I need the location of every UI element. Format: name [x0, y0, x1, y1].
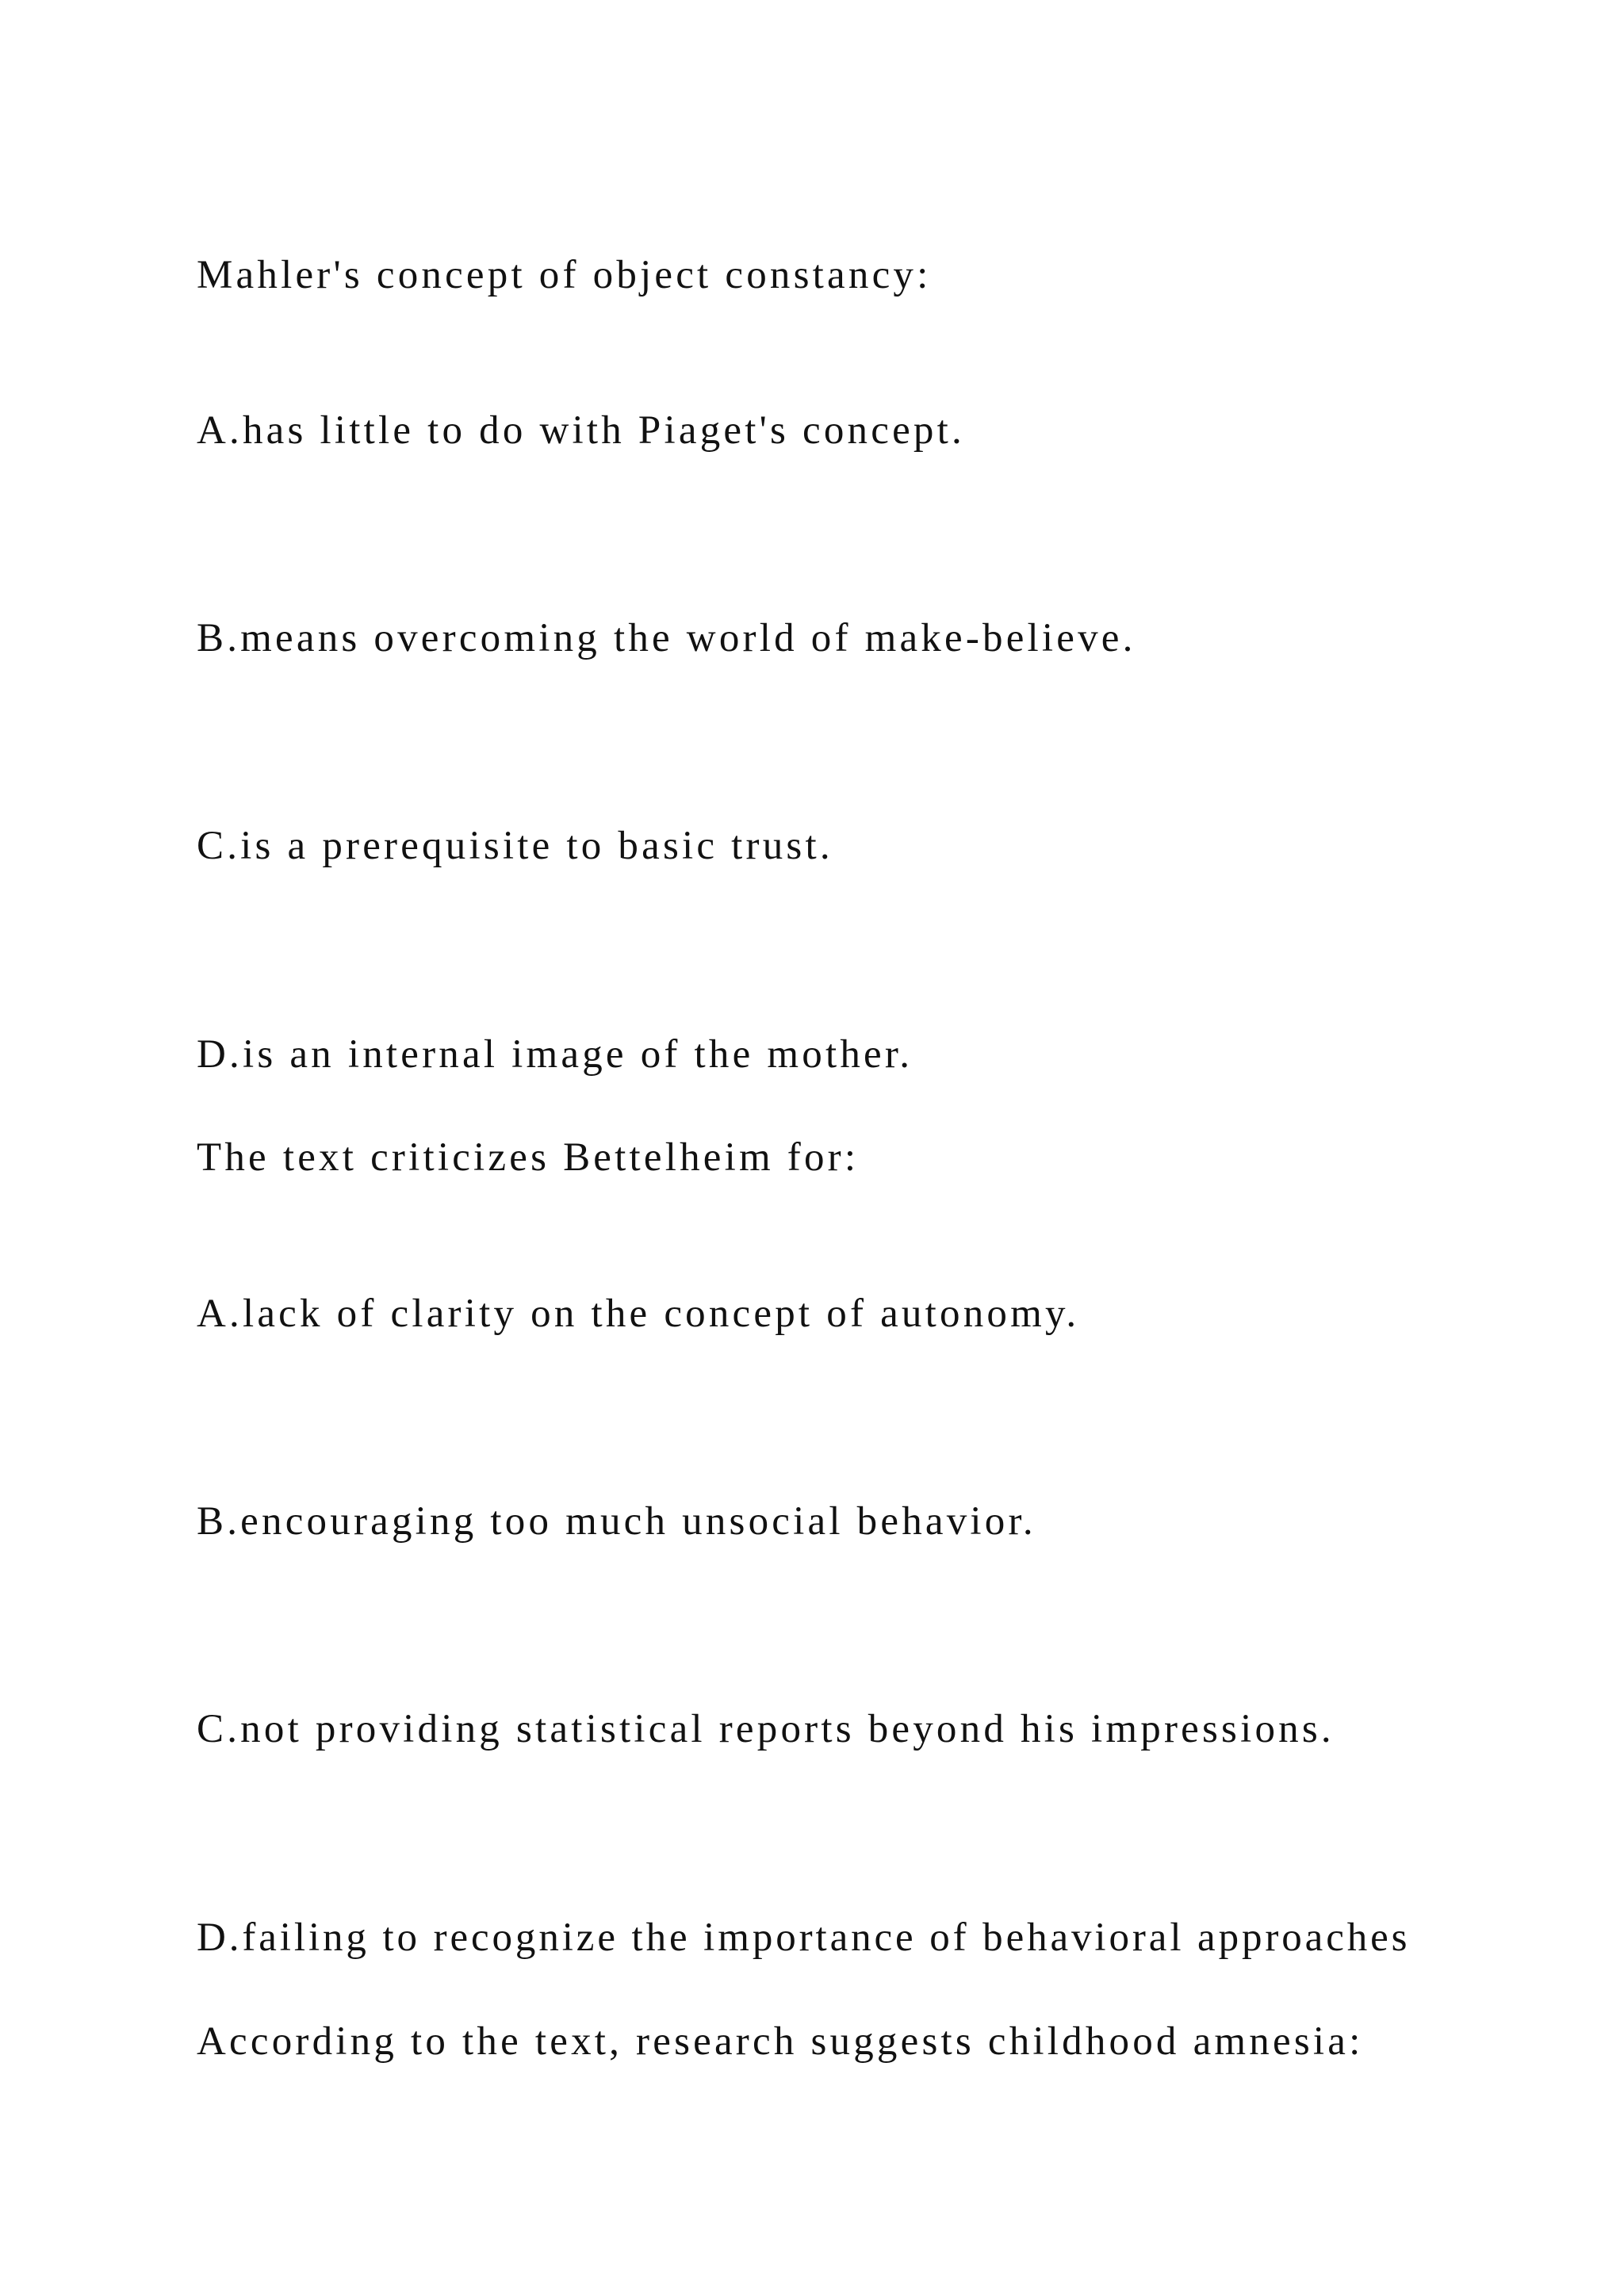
question-2-option-a: A.lack of clarity on the concept of autonomy.: [197, 1292, 1080, 1336]
question-3-prompt: According to the text, research suggests childhood amnesia:: [197, 2019, 1364, 2064]
question-2-option-d: D.failing to recognize the importance of behavioral approaches: [197, 1915, 1411, 1960]
question-1-option-a: A.has little to do with Piaget's concept.: [197, 408, 965, 453]
question-2-option-b: B.encouraging too much unsocial behavior.: [197, 1499, 1036, 1544]
question-2-option-c: C.not providing statistical reports beyond his impressions.: [197, 1707, 1335, 1751]
question-1-option-b: B.means overcoming the world of make-believe.: [197, 616, 1136, 660]
question-2-prompt: The text criticizes Bettelheim for:: [197, 1135, 860, 1180]
question-1-prompt: Mahler's concept of object constancy:: [197, 253, 932, 297]
question-1-option-c: C.is a prerequisite to basic trust.: [197, 824, 833, 868]
question-1-option-d: D.is an internal image of the mother.: [197, 1032, 914, 1077]
